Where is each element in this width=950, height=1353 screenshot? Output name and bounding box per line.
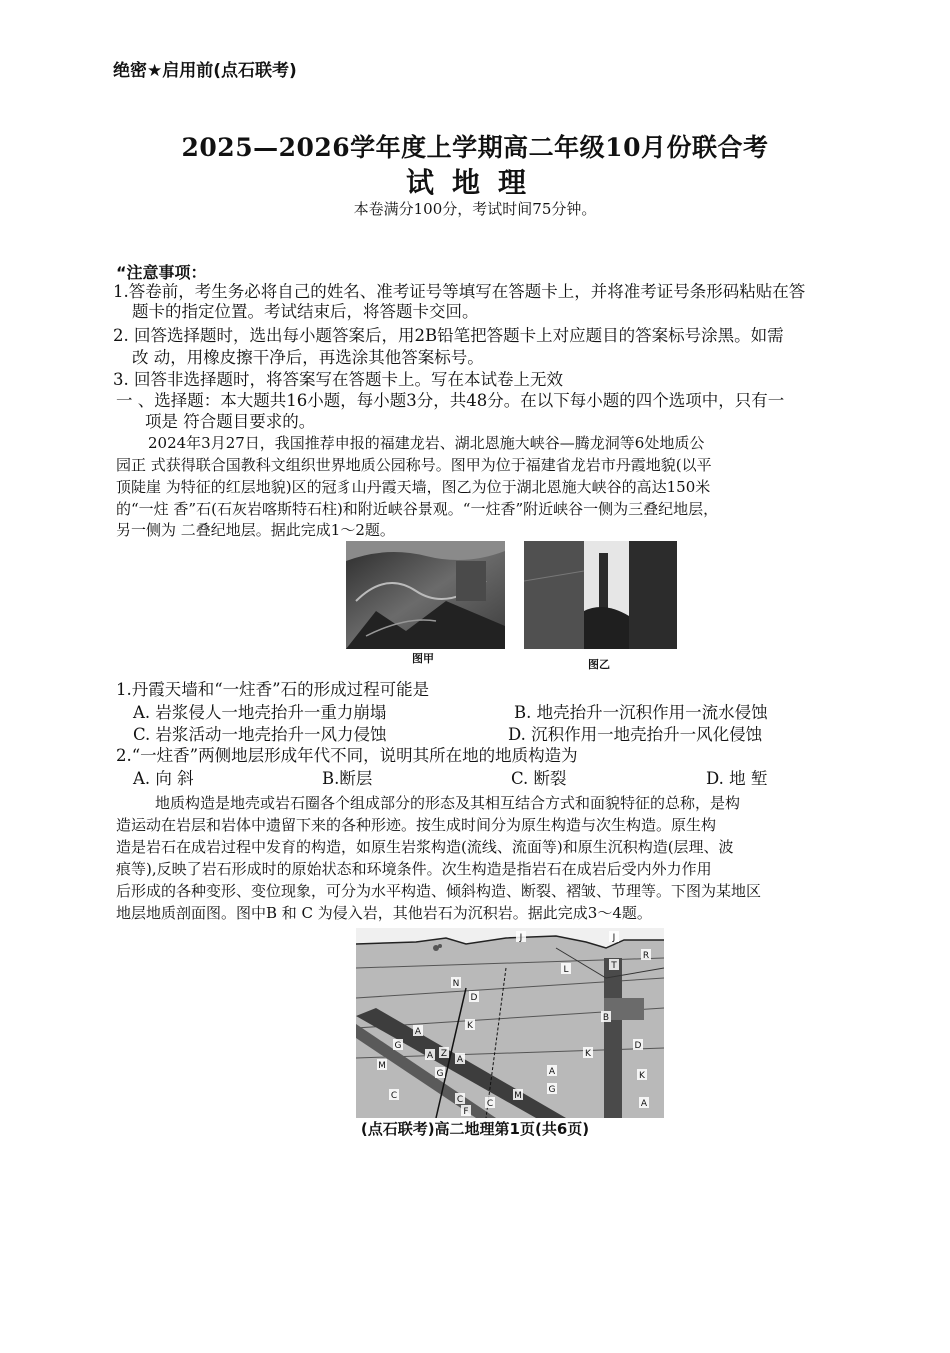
caption-figure-yi: 图乙 [588,658,610,671]
profile-label: C [486,1099,494,1109]
profile-label: D [634,1041,642,1051]
passage-2-line-3: 造是岩石在成岩过程中发育的构造，如原生岩浆构造(流线、流面等)和原生沉积构造(层理、波 [116,838,734,856]
note-1-line-a: 1.答卷前，考生务必将自己的姓名、准考证号等填写在答题卡上，并将准考证号条形码粘贴在答 [113,282,806,301]
passage-2-line-6: 地层地质剖面图。图中B 和 C 为侵入岩，其他岩石为沉积岩。据此完成3～4题。 [116,904,652,922]
profile-label: R [642,951,650,961]
passage-1-line-2: 园正 式获得联合国教科文组织世界地质公园称号。图甲为位于福建省龙岩市丹霞地貌(以平 [116,456,712,474]
passage-2-line-1: 地质构造是地壳或岩石圈各个组成部分的形态及其相互结合方式和面貌特征的总称，是构 [155,794,741,812]
profile-label: F [463,1107,469,1117]
section-1-line-a: 一 、选择题：本大题共16小题，每小题3分，共48分。在以下每小题的四个选项中，只有一 [116,391,785,410]
photo-incense-pillar-image [524,541,677,649]
passage-2-line-2: 造运动在岩层和岩体中遗留下来的各种形迹。按生成时间分为原生构造与次生构造。原生构 [116,816,717,834]
profile-label: C [456,1095,464,1105]
passage-2-line-5: 后形成的各种变形、变位现象，可分为水平构造、倾斜构造、断裂、褶皱、节理等。下图为某地区 [116,882,762,900]
profile-label: D [470,993,478,1003]
question-2-stem: 2.“一炷香”两侧地层形成年代不同，说明其所在地的地质构造为 [116,746,578,765]
passage-2-line-4: 痕等),反映了岩石形成时的原始状态和环境条件。次生构造是指岩石在成岩后受内外力作用 [116,860,712,878]
notes-heading: “注意事项： [116,263,207,282]
question-1-option-a: A. 岩浆侵人一地壳抬升一重力崩塌 [133,703,387,722]
note-2-line-a: 2. 回答选择题时，选出每小题答案后，用2B铅笔把答题卡上对应题目的答案标号涂黑。如需 [113,326,784,345]
profile-label: A [456,1055,464,1065]
question-2-option-b: B.断层 [322,769,373,788]
photo-danxia-wall [346,541,505,649]
confidential-label: 绝密★启用前(点石联考) [113,61,297,81]
profile-label: M [378,1061,386,1071]
profile-label: L [563,965,569,975]
geologic-profile-drawing [356,928,664,1118]
passage-1-line-5: 另一侧为 二叠纪地层。据此完成1～2题。 [116,521,395,539]
passage-1-line-3: 顶陡崖 为特征的红层地貌)区的冠豸山丹霞天墙，图乙为位于湖北恩施大峡谷的高达150米 [116,478,711,496]
exam-title: 2025—2026学年度上学期高二年级10月份联合考 [181,133,769,162]
question-1-stem: 1.丹霞天墙和“一炷香”石的形成过程可能是 [116,680,430,699]
caption-figure-jia: 图甲 [412,652,434,665]
profile-label: M [514,1091,522,1101]
passage-1-line-4: 的“一炷 香”石(石灰岩喀斯特石柱)和附近峡谷景观。“一炷香”附近峡谷一侧为三叠纪地层， [116,500,719,518]
profile-label: C [390,1091,398,1101]
photo-incense-pillar [524,541,677,649]
profile-label: B [602,1013,610,1023]
geologic-profile-figure [356,928,664,1118]
question-2-option-c: C. 断裂 [511,769,567,788]
question-1-option-d: D. 沉积作用一地壳抬升一风化侵蚀 [508,725,763,744]
profile-label: G [548,1085,556,1095]
exam-info: 本卷满分100分，考试时间75分钟。 [353,200,597,218]
profile-label: A [548,1067,556,1077]
profile-label: G [436,1069,444,1079]
note-1-line-b: 题卡的指定位置。考试结束后，将答题卡交回。 [132,302,479,321]
profile-label: Z [440,1049,448,1059]
profile-label: A [414,1027,422,1037]
question-1-option-b: B. 地壳抬升一沉积作用一流水侵蚀 [514,703,768,722]
note-3: 3. 回答非选择题时，将答案写在答题卡上。写在本试卷上无效 [113,370,563,389]
subject-title: 试地理 [405,166,544,199]
photo-danxia-wall-image [346,541,505,649]
profile-label: N [452,979,460,989]
profile-label: T [611,961,617,971]
question-1-option-c: C. 岩浆活动一地壳抬升一风力侵蚀 [133,725,387,744]
passage-1-line-1: 2024年3月27日，我国推荐申报的福建龙岩、湖北恩施大峡谷—腾龙洞等6处地质公 [148,434,705,452]
profile-label: J [519,933,523,943]
question-2-option-d: D. 地 堑 [706,769,768,788]
page-footer: (点石联考)高二地理第1页(共6页) [360,1120,590,1138]
section-1-line-b: 项是 符合题目要求的。 [145,412,316,431]
profile-label: A [640,1099,648,1109]
profile-label: J [612,933,616,943]
profile-label: K [585,1049,591,1059]
question-2-option-a: A. 向 斜 [133,769,194,788]
profile-label: K [639,1071,645,1081]
profile-label: K [467,1021,473,1031]
note-2-line-b: 改 动，用橡皮擦干净后，再选涂其他答案标号。 [132,348,484,367]
profile-label: G [394,1041,402,1051]
profile-label: A [426,1051,434,1061]
